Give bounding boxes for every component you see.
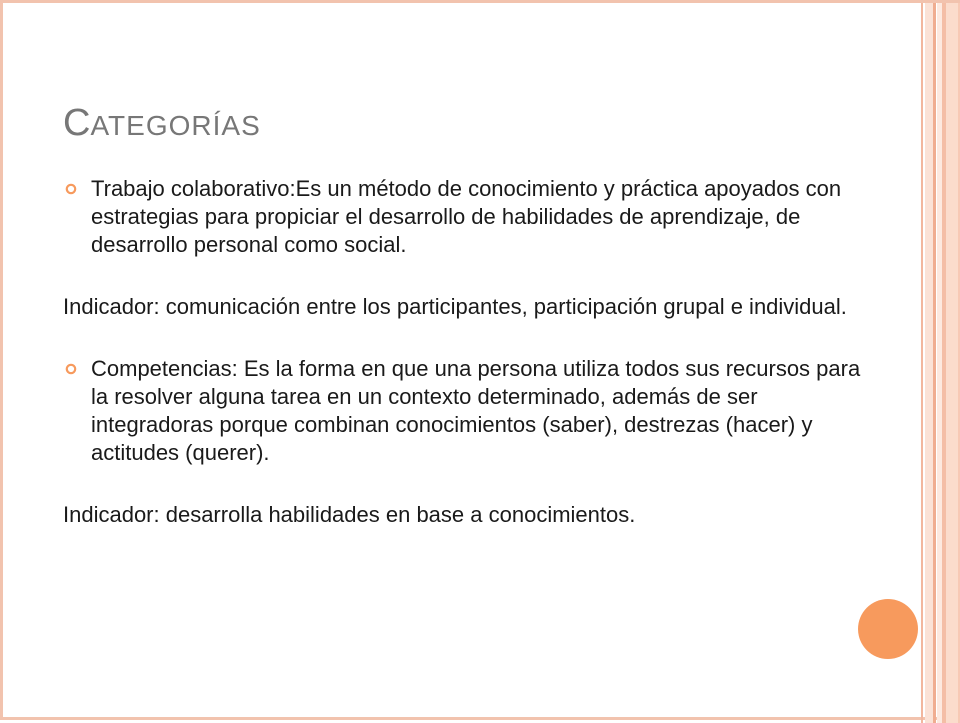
paragraph-text: Competencias: Es la forma en que una persona utiliza todos sus recursos para la resolver alguna tarea en un contexto determinado, además de ser integradoras porque combinan conocimientos (saber), destrezas (hacer) y actitudes (querer). <box>91 356 861 465</box>
ring-bullet-icon <box>65 183 77 195</box>
decorative-stripe <box>921 3 923 723</box>
indicator-paragraph <box>63 293 863 321</box>
title-rest: ATEGORÍAS <box>90 110 261 141</box>
paragraph-text: Indicador: comunicación entre los participantes, participación grupal e individual. <box>63 294 847 319</box>
slide-body <box>63 175 863 529</box>
decorative-stripe <box>933 3 936 723</box>
ring-bullet-icon <box>65 363 77 375</box>
indicator-paragraph <box>63 501 863 529</box>
title-first-letter: C <box>63 102 91 144</box>
bullet-paragraph <box>63 175 863 259</box>
paragraph-text: Trabajo colaborativo:Es un método de conocimiento y práctica apoyados con estrategias para propiciar el desarrollo de habilidades de aprendizaje, de desarrollo personal como social. <box>91 176 842 257</box>
accent-circle <box>858 599 918 659</box>
decorative-stripe <box>946 3 958 723</box>
decorative-stripe <box>925 3 933 723</box>
paragraph-text: Indicador: desarrolla habilidades en base a conocimientos. <box>63 502 636 527</box>
slide-title <box>63 101 261 148</box>
bullet-paragraph <box>63 355 863 467</box>
